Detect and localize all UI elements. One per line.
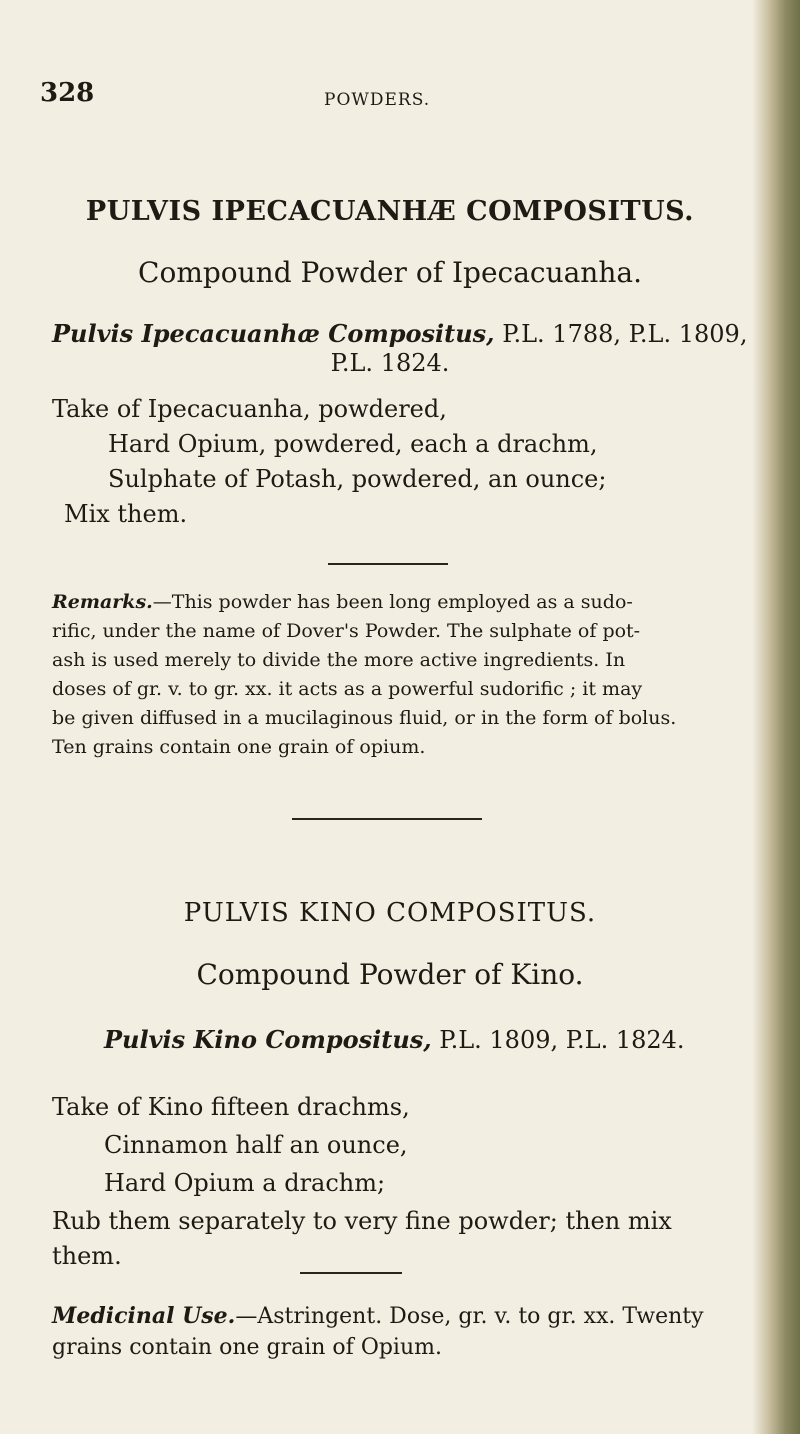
section1-recipe-line: Mix them. — [64, 500, 188, 528]
section1-reference — [52, 319, 747, 348]
section1-subtitle: Compound Powder of Ipecacuanha. — [138, 256, 642, 289]
section2-ref-tail: P.L. 1809, P.L. 1824. — [439, 1026, 685, 1054]
section2-reference — [104, 1025, 685, 1054]
section1-recipe-line: Hard Opium, powdered, each a drachm, — [108, 430, 598, 458]
remarks-label: Remarks. — [52, 591, 153, 613]
divider — [300, 1272, 402, 1274]
divider — [292, 818, 482, 820]
medicinal-use-line: grains contain one grain of Opium. — [52, 1335, 442, 1360]
remarks-line: Ten grains contain one grain of opium. — [52, 736, 426, 758]
section1-ref-tail: P.L. 1788, P.L. 1809, — [502, 320, 748, 348]
section2-recipe-line: Take of Kino fifteen drachms, — [52, 1093, 410, 1121]
section2-recipe-line: Hard Opium a drachm; — [104, 1169, 386, 1197]
section2-recipe-line: them. — [52, 1242, 122, 1270]
section2-recipe-line: Rub them separately to very fine powder; then mix — [52, 1207, 672, 1235]
medicinal-use-line: Medicinal Use.—Astringent. Dose, gr. v. to gr. xx. Twenty — [52, 1303, 704, 1329]
section1-recipe-line: Take of Ipecacuanha, powdered, — [52, 395, 447, 423]
medicinal-use-label: Medicinal Use. — [52, 1303, 236, 1329]
section2-ref-italic: Pulvis Kino Compositus, — [104, 1025, 432, 1054]
section1-title: PULVIS IPECACUANHÆ COMPOSITUS. — [85, 196, 695, 227]
page-number: 328 — [40, 78, 95, 108]
remarks-line: rific, under the name of Dover's Powder. The sulphate of pot- — [52, 620, 641, 642]
section2-title: PULVIS KINO COMPOSITUS. — [183, 898, 597, 928]
remarks-line: be given diffused in a mucilaginous fluid, or in the form of bolus. — [52, 707, 677, 729]
running-head: POWDERS. — [324, 90, 431, 110]
section2-recipe-line: Cinnamon half an ounce, — [104, 1131, 408, 1159]
remarks-line: doses of gr. v. to gr. xx. it acts as a powerful sudorific ; it may — [52, 678, 643, 700]
section2-subtitle: Compound Powder of Kino. — [196, 958, 584, 991]
remarks-line: ash is used merely to divide the more active ingredients. In — [52, 649, 626, 671]
section1-ref-line2: P.L. 1824. — [330, 349, 450, 377]
section1-ref-italic: Pulvis Ipecacuanhæ Compositus, — [52, 319, 495, 348]
divider — [328, 563, 448, 565]
section1-recipe-line: Sulphate of Potash, powdered, an ounce; — [108, 465, 607, 493]
remarks-line: Remarks.—This powder has been long employed as a sudo- — [52, 591, 633, 613]
